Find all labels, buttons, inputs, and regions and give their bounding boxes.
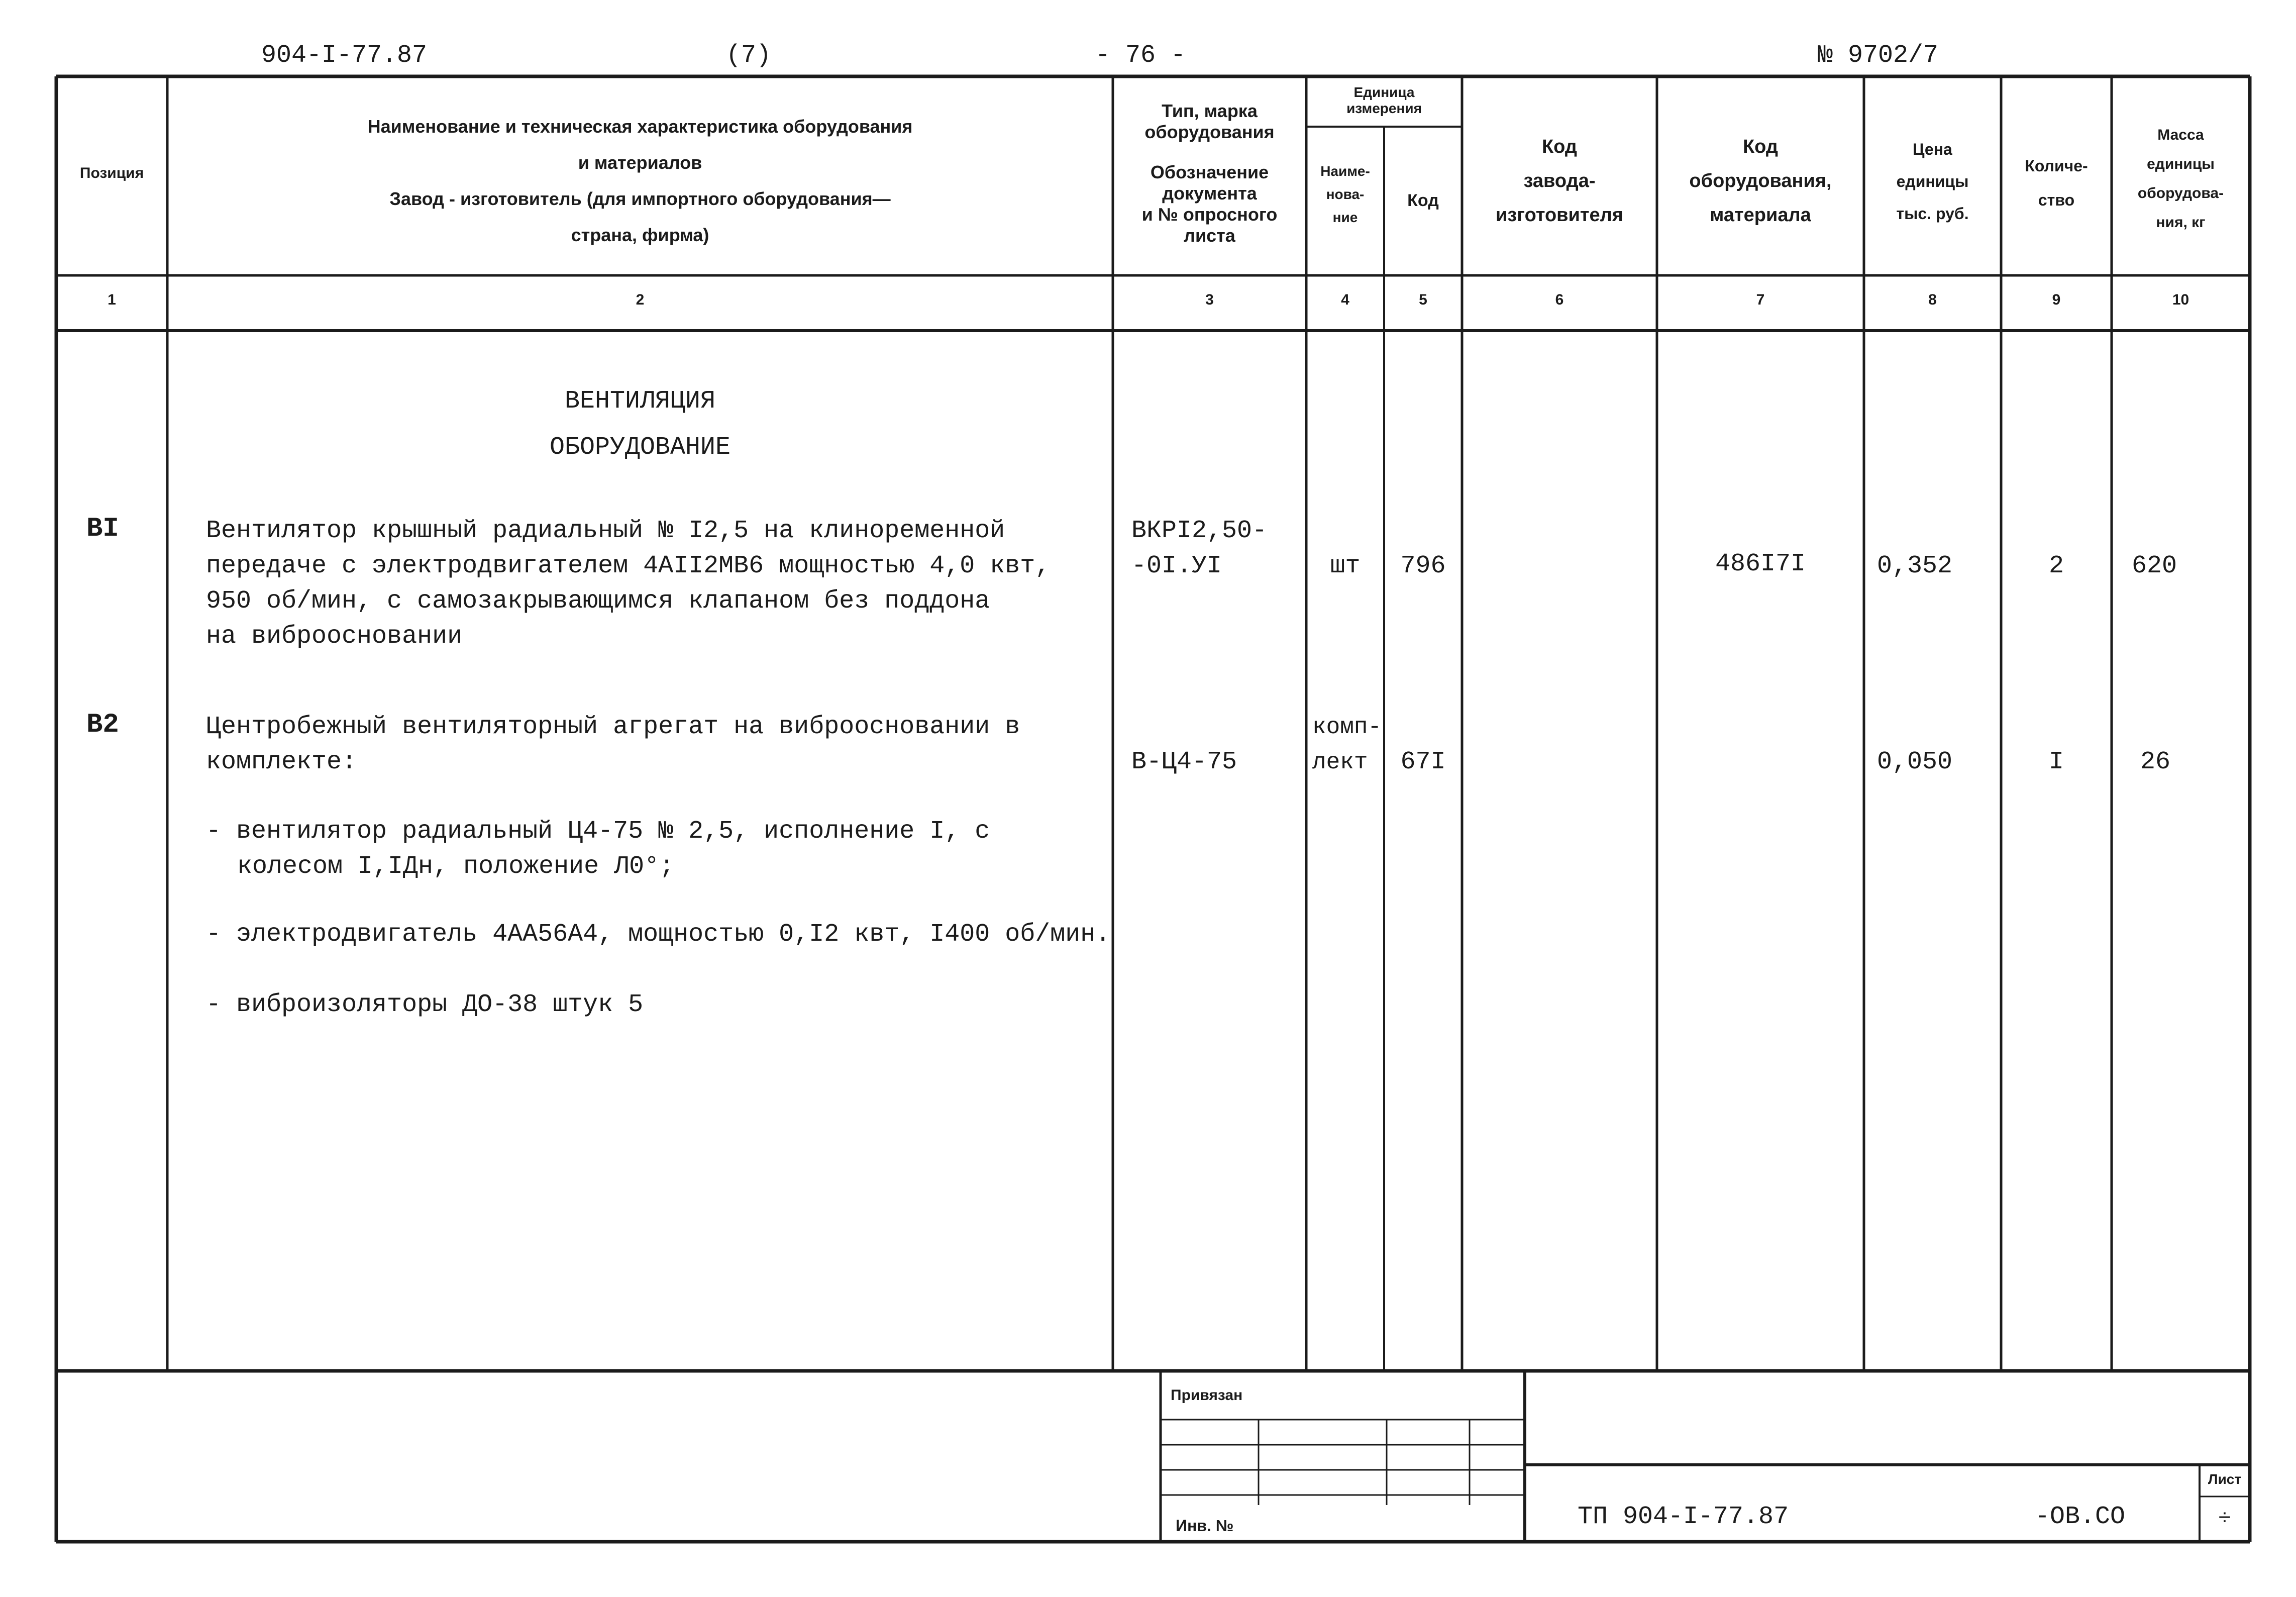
header-unit-code: Код (1407, 191, 1439, 210)
album-number: № 9702/7 (1818, 41, 1939, 70)
header-type-line1: Тип, марка (1162, 101, 1258, 121)
header-type-line6: листа (1184, 225, 1235, 246)
column-number: 2 (636, 291, 645, 308)
row-type (1131, 514, 1267, 584)
row-position: BI (86, 514, 119, 544)
unit-name-line: лект (1312, 749, 1368, 775)
header-quantity-line1: Количе- (2025, 157, 2088, 175)
header-mass-line4: ния, кг (2156, 214, 2206, 231)
header-unit-line1: Единица (1353, 84, 1415, 100)
stamp-sheet-label: Лист (2208, 1471, 2242, 1487)
header-unit-name-line2: нова- (1326, 186, 1365, 202)
header-type-line3: Обозначение (1150, 162, 1269, 182)
header-quantity-line2: ство (2038, 191, 2075, 209)
row-mass: 620 (2132, 552, 2177, 580)
row-price: 0,352 (1877, 552, 1953, 580)
header-name-line3: Завод - изготовитель (для импортного оборудования— (389, 188, 891, 209)
header-price-line2: единицы (1896, 172, 1969, 190)
header-type (1113, 101, 1306, 246)
header-price (1864, 133, 2001, 230)
column-number: 9 (2052, 291, 2061, 308)
section-title: ВЕНТИЛЯЦИЯ (564, 387, 716, 416)
stamp-sheet-value: ÷ (2218, 1507, 2232, 1532)
header-price-line3: тыс. руб. (1896, 205, 1969, 223)
sub-item-line: - вентилятор радиальный Ц4-75 № 2,5, исполнение I, с (206, 817, 990, 846)
sub-item (206, 814, 990, 884)
description-line: передаче с электродвигателем 4АII2МВ6 мощностью 4,0 квт, (206, 552, 1051, 580)
column-number: 8 (1928, 291, 1937, 308)
part-number: (7) (726, 41, 772, 70)
row-type: В-Ц4-75 (1131, 748, 1237, 776)
column-number: 5 (1419, 291, 1427, 308)
column-number: 7 (1756, 291, 1765, 308)
type-line: ВКРI2,50- (1131, 517, 1268, 545)
header-unit-name-line1: Наиме- (1320, 163, 1370, 179)
column-number: 4 (1341, 291, 1349, 308)
row-quantity: 2 (2048, 552, 2064, 580)
section-subtitle: ОБОРУДОВАНИЕ (549, 433, 731, 462)
header-unit-name (1306, 160, 1384, 229)
header-mass-line1: Масса (2157, 127, 2204, 143)
header-mass (2112, 121, 2250, 237)
row-unit-code: 796 (1400, 552, 1446, 580)
description-line: Вентилятор крышный радиальный № I2,5 на клиноременной (206, 517, 1005, 545)
header-equipment-line2: оборудования, (1689, 170, 1832, 191)
row-unit-name (1312, 710, 1382, 780)
header-manufacturer-line1: Код (1541, 136, 1578, 157)
header-unit-line2: измерения (1346, 101, 1422, 116)
header-name-line4: страна, фирма) (571, 225, 709, 245)
header-price-line1: Цена (1913, 140, 1952, 158)
column-number: 3 (1205, 291, 1214, 308)
row-description (206, 710, 1020, 780)
header-manufacturer-line3: изготовителя (1496, 205, 1623, 226)
header-manufacturer-code (1462, 130, 1657, 232)
sub-item: - электродвигатель 4АА56А4, мощностью 0,I2 квт, I400 об/мин. (206, 920, 1111, 949)
header-type-line2: оборудования (1144, 122, 1275, 142)
header-quantity (2001, 149, 2112, 217)
header-type-line5: и № опросного (1141, 204, 1278, 225)
row-position: B2 (86, 710, 119, 740)
row-equipment-code: 486I7I (1715, 550, 1806, 578)
description-line: Центробежный вентиляторный агрегат на виброосновании в (206, 713, 1020, 741)
header-type-line4: документа (1162, 183, 1257, 204)
unit-name-line: комп- (1312, 714, 1382, 740)
header-equipment-line3: материала (1710, 205, 1811, 226)
header-mass-line3: оборудова- (2137, 185, 2224, 202)
stamp-document-designation: ТП 904-I-77.87 (1578, 1503, 1789, 1531)
header-equipment-line1: Код (1742, 136, 1779, 157)
stamp-linked-label: Привязан (1171, 1387, 1243, 1404)
header-unit-group (1306, 84, 1462, 117)
header-name-line2: и материалов (578, 152, 702, 173)
stamp-inventory-label: Инв. № (1176, 1517, 1234, 1535)
column-number: 10 (2172, 291, 2189, 308)
description-line: комплекте: (206, 748, 357, 776)
header-unit-name-line3: ние (1332, 210, 1358, 225)
row-mass: 26 (2140, 748, 2171, 776)
header-position: Позиция (79, 165, 144, 181)
type-line: -0I.УI (1131, 552, 1222, 580)
header-manufacturer-line2: завода- (1523, 170, 1596, 191)
description-line: на виброосновании (206, 622, 463, 651)
header-mass-line2: единицы (2147, 156, 2215, 172)
column-number: 6 (1555, 291, 1564, 308)
row-unit-code: 67I (1400, 748, 1446, 776)
description-line: 950 об/мин, с самозакрывающимся клапаном без поддона (206, 587, 990, 616)
document-code: 904-I-77.87 (261, 41, 428, 70)
stamp-document-suffix: -ОВ.СО (2035, 1503, 2126, 1531)
header-equipment-code (1657, 130, 1864, 232)
sub-item: - виброизоляторы ДО-38 штук 5 (206, 990, 644, 1019)
page-number: - 76 - (1095, 41, 1186, 70)
header-name-line1: Наименование и техническая характеристика оборудования (367, 116, 913, 137)
sub-item-line: колесом I,IДн, положение Л0°; (237, 852, 675, 881)
row-price: 0,050 (1877, 748, 1953, 776)
row-description (206, 514, 1050, 654)
row-quantity: I (2048, 748, 2064, 776)
row-unit-name: шт (1330, 552, 1361, 580)
column-number: 1 (108, 291, 116, 308)
